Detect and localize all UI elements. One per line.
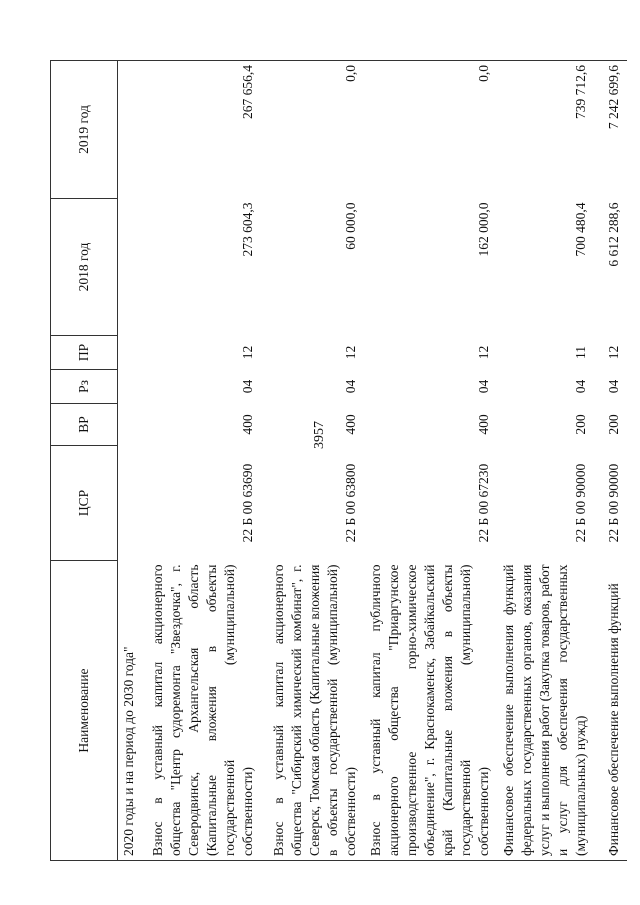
row-rz: 04 [606,379,621,394]
header-2019: 2019 год [51,61,118,199]
header-vr: ВР [51,404,118,446]
row-rz: 04 [573,379,588,394]
header-name: Наименование [51,561,118,861]
table-row [364,61,497,861]
row-name: Финансовое обеспечение выполнения функций федеральных государственных органов, оказания услуг и выполнения работ (Закупка товаров, работ и услуг для обеспечения государственных (муниципальных) нужд) [497,561,594,861]
row-2019: 267 656,4 [146,61,261,199]
page-number: 3957 [312,421,327,449]
row-pr: 12 [606,345,621,360]
header-2018: 2018 год [51,199,118,336]
row-name: Взнос в уставный капитал публичного акционерного общества "Приаргунское производственное горно-химическое объединение", г. Краснокаменск, Забайкальский край (Капитальные вложения в объекты государственной (муниципальной) собственности) [364,561,497,861]
header-rz: Рз [51,370,118,404]
row-name: Взнос в уставный капитал акционерного общества "Сибирский химический комбинат", г. Северск, Томская область (Капитальные вложения в объекты государственной (муниципальной) собственности) [261,561,364,861]
row-rz: 04 [476,379,491,394]
row-rz: 04 [343,379,358,394]
row-2018: 273 604,3 [240,202,255,257]
table-row [261,61,364,861]
row-2019: 0,0 [261,61,364,199]
row-csr: 22 Б 00 67230 [476,463,491,543]
row-name: Финансовое обеспечение выполнения функций [594,561,627,861]
table-row [594,61,627,861]
row-2019: 0,0 [364,61,497,199]
row-2018: 6 612 288,6 [606,202,621,267]
budget-table-container [50,61,621,861]
row-vr: 200 [573,414,588,435]
row-csr: 22 Б 00 90000 [573,463,588,543]
row-2019: 7 242 699,6 [594,61,627,199]
table-row [146,61,261,861]
budget-table [50,60,627,861]
row-vr: 400 [240,414,255,435]
row-vr: 200 [606,414,621,435]
row-csr: 22 Б 00 90000 [606,463,621,543]
row-name: Взнос в уставный капитал акционерного общества "Центр судоремонта "Звездочка", г. Северодвинск, Архангельская область (Капитальные вложения в объекты государственной (муниципальной) собственности) [146,561,261,861]
row-pr: 11 [573,346,588,359]
continuation-text: 2020 годы и на период до 2030 года" [118,561,147,861]
row-pr: 12 [476,345,491,360]
table-row [497,61,594,861]
row-rz: 04 [240,379,255,394]
row-2019: 739 712,6 [497,61,594,199]
row-csr: 22 Б 00 63800 [343,463,358,543]
row-2018: 700 480,4 [573,202,588,257]
header-pr: ПР [51,336,118,370]
header-row [51,61,118,861]
continuation-row [118,61,147,861]
row-vr: 400 [476,414,491,435]
row-2018: 162 000,0 [476,202,491,257]
row-pr: 12 [343,345,358,360]
row-vr: 400 [343,414,358,435]
row-csr: 22 Б 00 63690 [240,463,255,543]
row-2018: 60 000,0 [343,202,358,250]
header-csr: ЦСР [51,446,118,561]
row-pr: 12 [240,345,255,360]
